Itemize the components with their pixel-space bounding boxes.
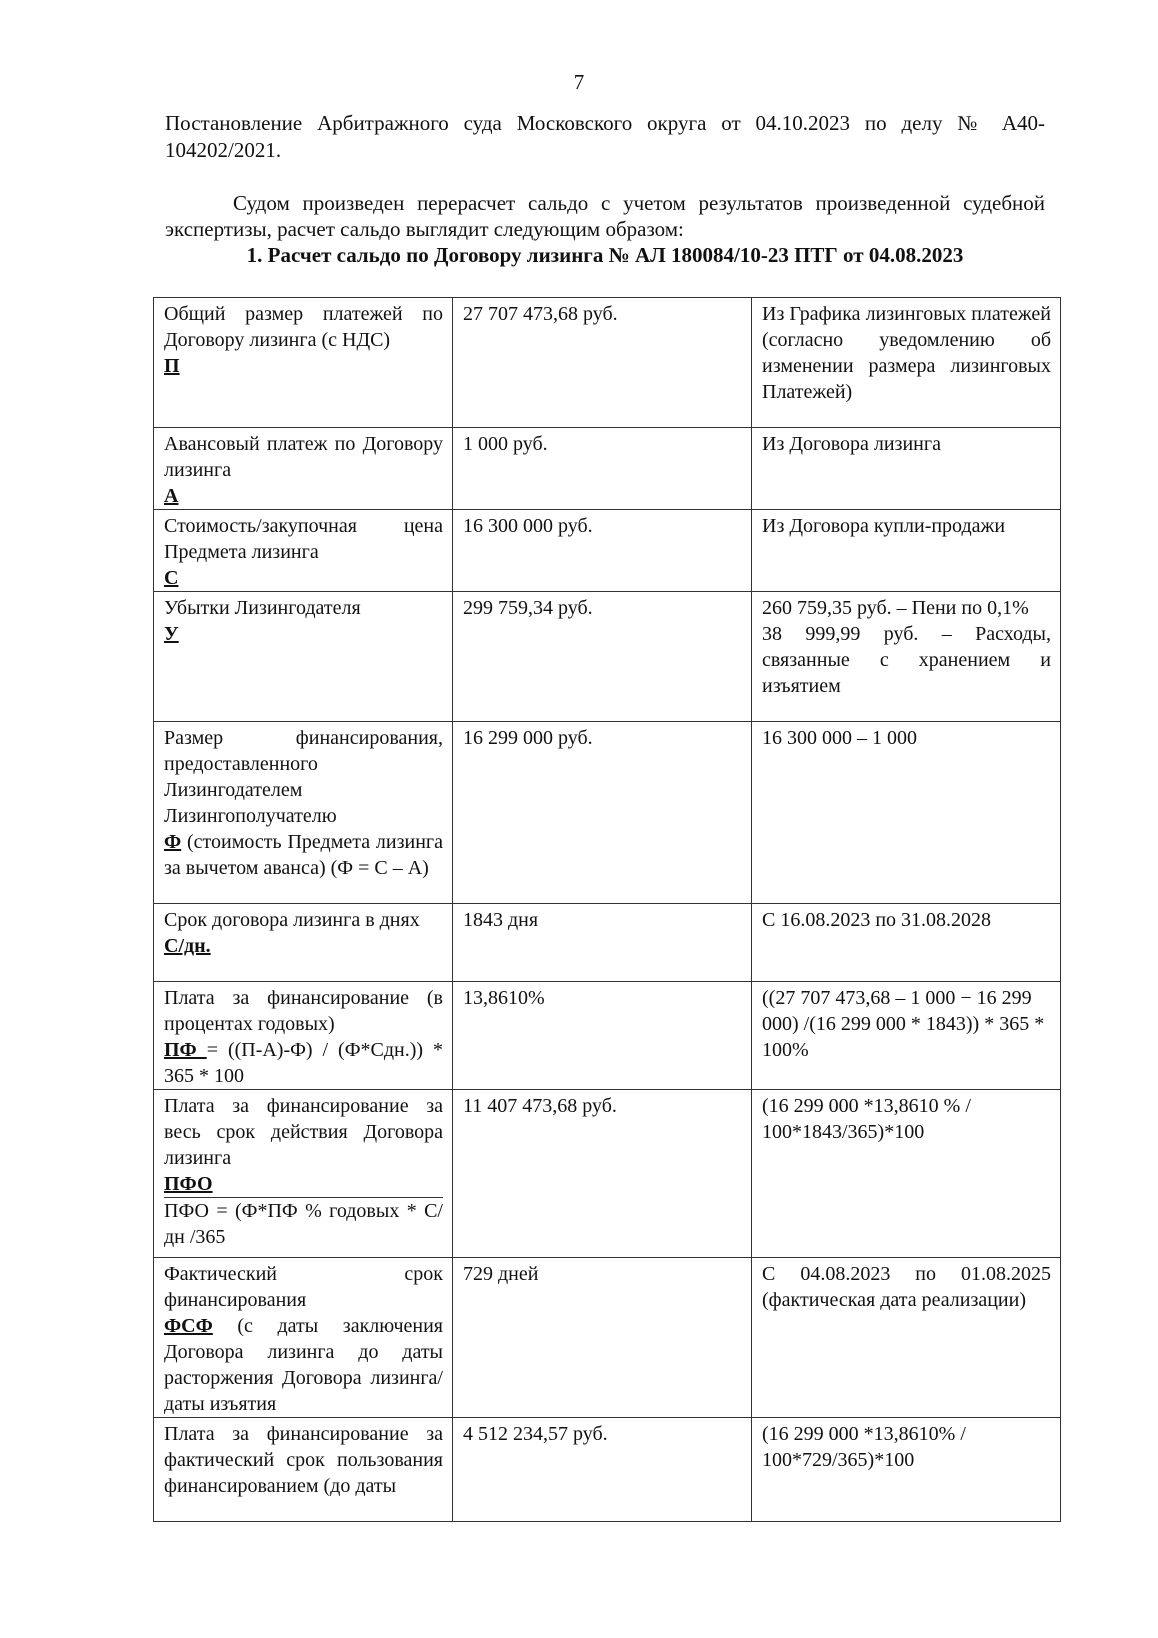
row-term: С <box>164 567 179 589</box>
row-value: 4 512 234,57 руб. <box>453 1418 752 1522</box>
court-paragraph: Судом произведен перерасчет сальдо с учетом результатов произведенной судебной экспертизы, расчет сальдо выглядит следующим образом: <box>165 191 1045 241</box>
row-note: (16 299 000 *13,8610% / 100*729/365)*100 <box>752 1418 1061 1522</box>
table-row <box>154 298 1061 428</box>
row-term: А <box>164 485 179 507</box>
table-row <box>154 1090 1061 1258</box>
table-row <box>154 428 1061 510</box>
row-label: Стоимость/закупочная цена Предмета лизинга <box>164 515 443 563</box>
row-label-cell <box>154 592 453 722</box>
row-note: Из Графика лизинговых платежей (согласно уведомлению об изменении размера лизинговых Платежей) <box>752 298 1061 428</box>
row-note: ((27 707 473,68 – 1 000 − 16 299 000) /(16 299 000 * 1843)) * 365 * 100% <box>752 982 1061 1090</box>
row-value: 16 299 000 руб. <box>453 722 752 904</box>
table-row <box>154 904 1061 982</box>
section-heading: 1. Расчет сальдо по Договору лизинга № АЛ 180084/10-23 ПТГ от 04.08.2023 <box>246 243 964 267</box>
row-note-cell <box>752 592 1061 722</box>
row-note: С 16.08.2023 по 31.08.2028 <box>752 904 1061 982</box>
table-row <box>154 592 1061 722</box>
row-value: 16 300 000 руб. <box>453 510 752 592</box>
row-label-cell <box>154 1090 453 1258</box>
row-label: Размер финансирования, предоставленного Лизингодателем Лизингополучателю <box>164 727 443 827</box>
row-label: Общий размер платежей по Договору лизинга (с НДС) <box>164 303 443 351</box>
row-label-cell <box>154 428 453 510</box>
row-note: 16 300 000 – 1 000 <box>752 722 1061 904</box>
row-label: Плата за финансирование (в процентах годовых) <box>164 987 443 1035</box>
row-label: Срок договора лизинга в днях <box>164 909 420 931</box>
table-row <box>154 1258 1061 1418</box>
row-term: П <box>164 355 180 377</box>
row-note: С 04.08.2023 по 01.08.2025 (фактическая дата реализации) <box>752 1258 1061 1418</box>
row-term: С/дн. <box>164 935 211 957</box>
row-note: 260 759,35 руб. – Пени по 0,1% <box>762 597 1029 619</box>
row-value: 729 дней <box>453 1258 752 1418</box>
row-value: 13,8610% <box>453 982 752 1090</box>
row-term-description: (стоимость Предмета лизинга за вычетом аванса) (Ф = С – А) <box>164 831 443 879</box>
row-term-description: (с даты заключения Договора лизинга до даты расторжения Договора лизинга/ даты изъятия <box>164 1315 443 1415</box>
row-note: (16 299 000 *13,8610 % / 100*1843/365)*100 <box>752 1090 1061 1258</box>
row-label: Авансовый платеж по Договору лизинга <box>164 433 443 481</box>
row-note-secondary: 38 999,99 руб. – Расходы, связанные с хранением и изъятием <box>762 623 1051 697</box>
row-label-cell <box>154 982 453 1090</box>
row-label-cell <box>154 904 453 982</box>
row-value: 299 759,34 руб. <box>453 592 752 722</box>
row-value: 11 407 473,68 руб. <box>453 1090 752 1258</box>
table-row <box>154 510 1061 592</box>
row-label-cell <box>154 722 453 904</box>
row-note: Из Договора купли-продажи <box>752 510 1061 592</box>
row-term: ФСФ <box>164 1315 213 1337</box>
table-row <box>154 982 1061 1090</box>
row-term: У <box>164 623 179 645</box>
table-row <box>154 722 1061 904</box>
row-term-description: = ((П-А)-Ф) / (Ф*Сдн.)) * 365 * 100 <box>164 1039 444 1087</box>
row-value: 1 000 руб. <box>453 428 752 510</box>
calculation-table <box>153 297 1061 1522</box>
row-label: Убытки Лизингодателя <box>164 597 361 619</box>
row-value: 27 707 473,68 руб. <box>453 298 752 428</box>
row-label: Плата за финансирование за фактический срок пользования финансированием (до даты <box>164 1423 443 1497</box>
row-formula: ПФО = (Ф*ПФ % годовых * С/дн /365 <box>164 1197 443 1250</box>
row-label-cell <box>154 1258 453 1418</box>
row-label-cell <box>154 298 453 428</box>
row-label: Фактический срок финансирования <box>164 1263 443 1311</box>
row-label: Плата за финансирование за весь срок действия Договора лизинга <box>164 1095 443 1169</box>
row-term: ПФО <box>164 1173 213 1195</box>
row-term: Ф <box>164 831 182 853</box>
row-label-cell <box>154 1418 453 1522</box>
row-note: Из Договора лизинга <box>752 428 1061 510</box>
intro-paragraph: Постановление Арбитражного суда Московского округа от 04.10.2023 по делу № А40-104202/2021. <box>165 111 1045 162</box>
row-label-cell <box>154 510 453 592</box>
row-value: 1843 дня <box>453 904 752 982</box>
page-number: 7 <box>573 70 585 94</box>
table-row <box>154 1418 1061 1522</box>
row-term: ПФ <box>164 1039 207 1061</box>
